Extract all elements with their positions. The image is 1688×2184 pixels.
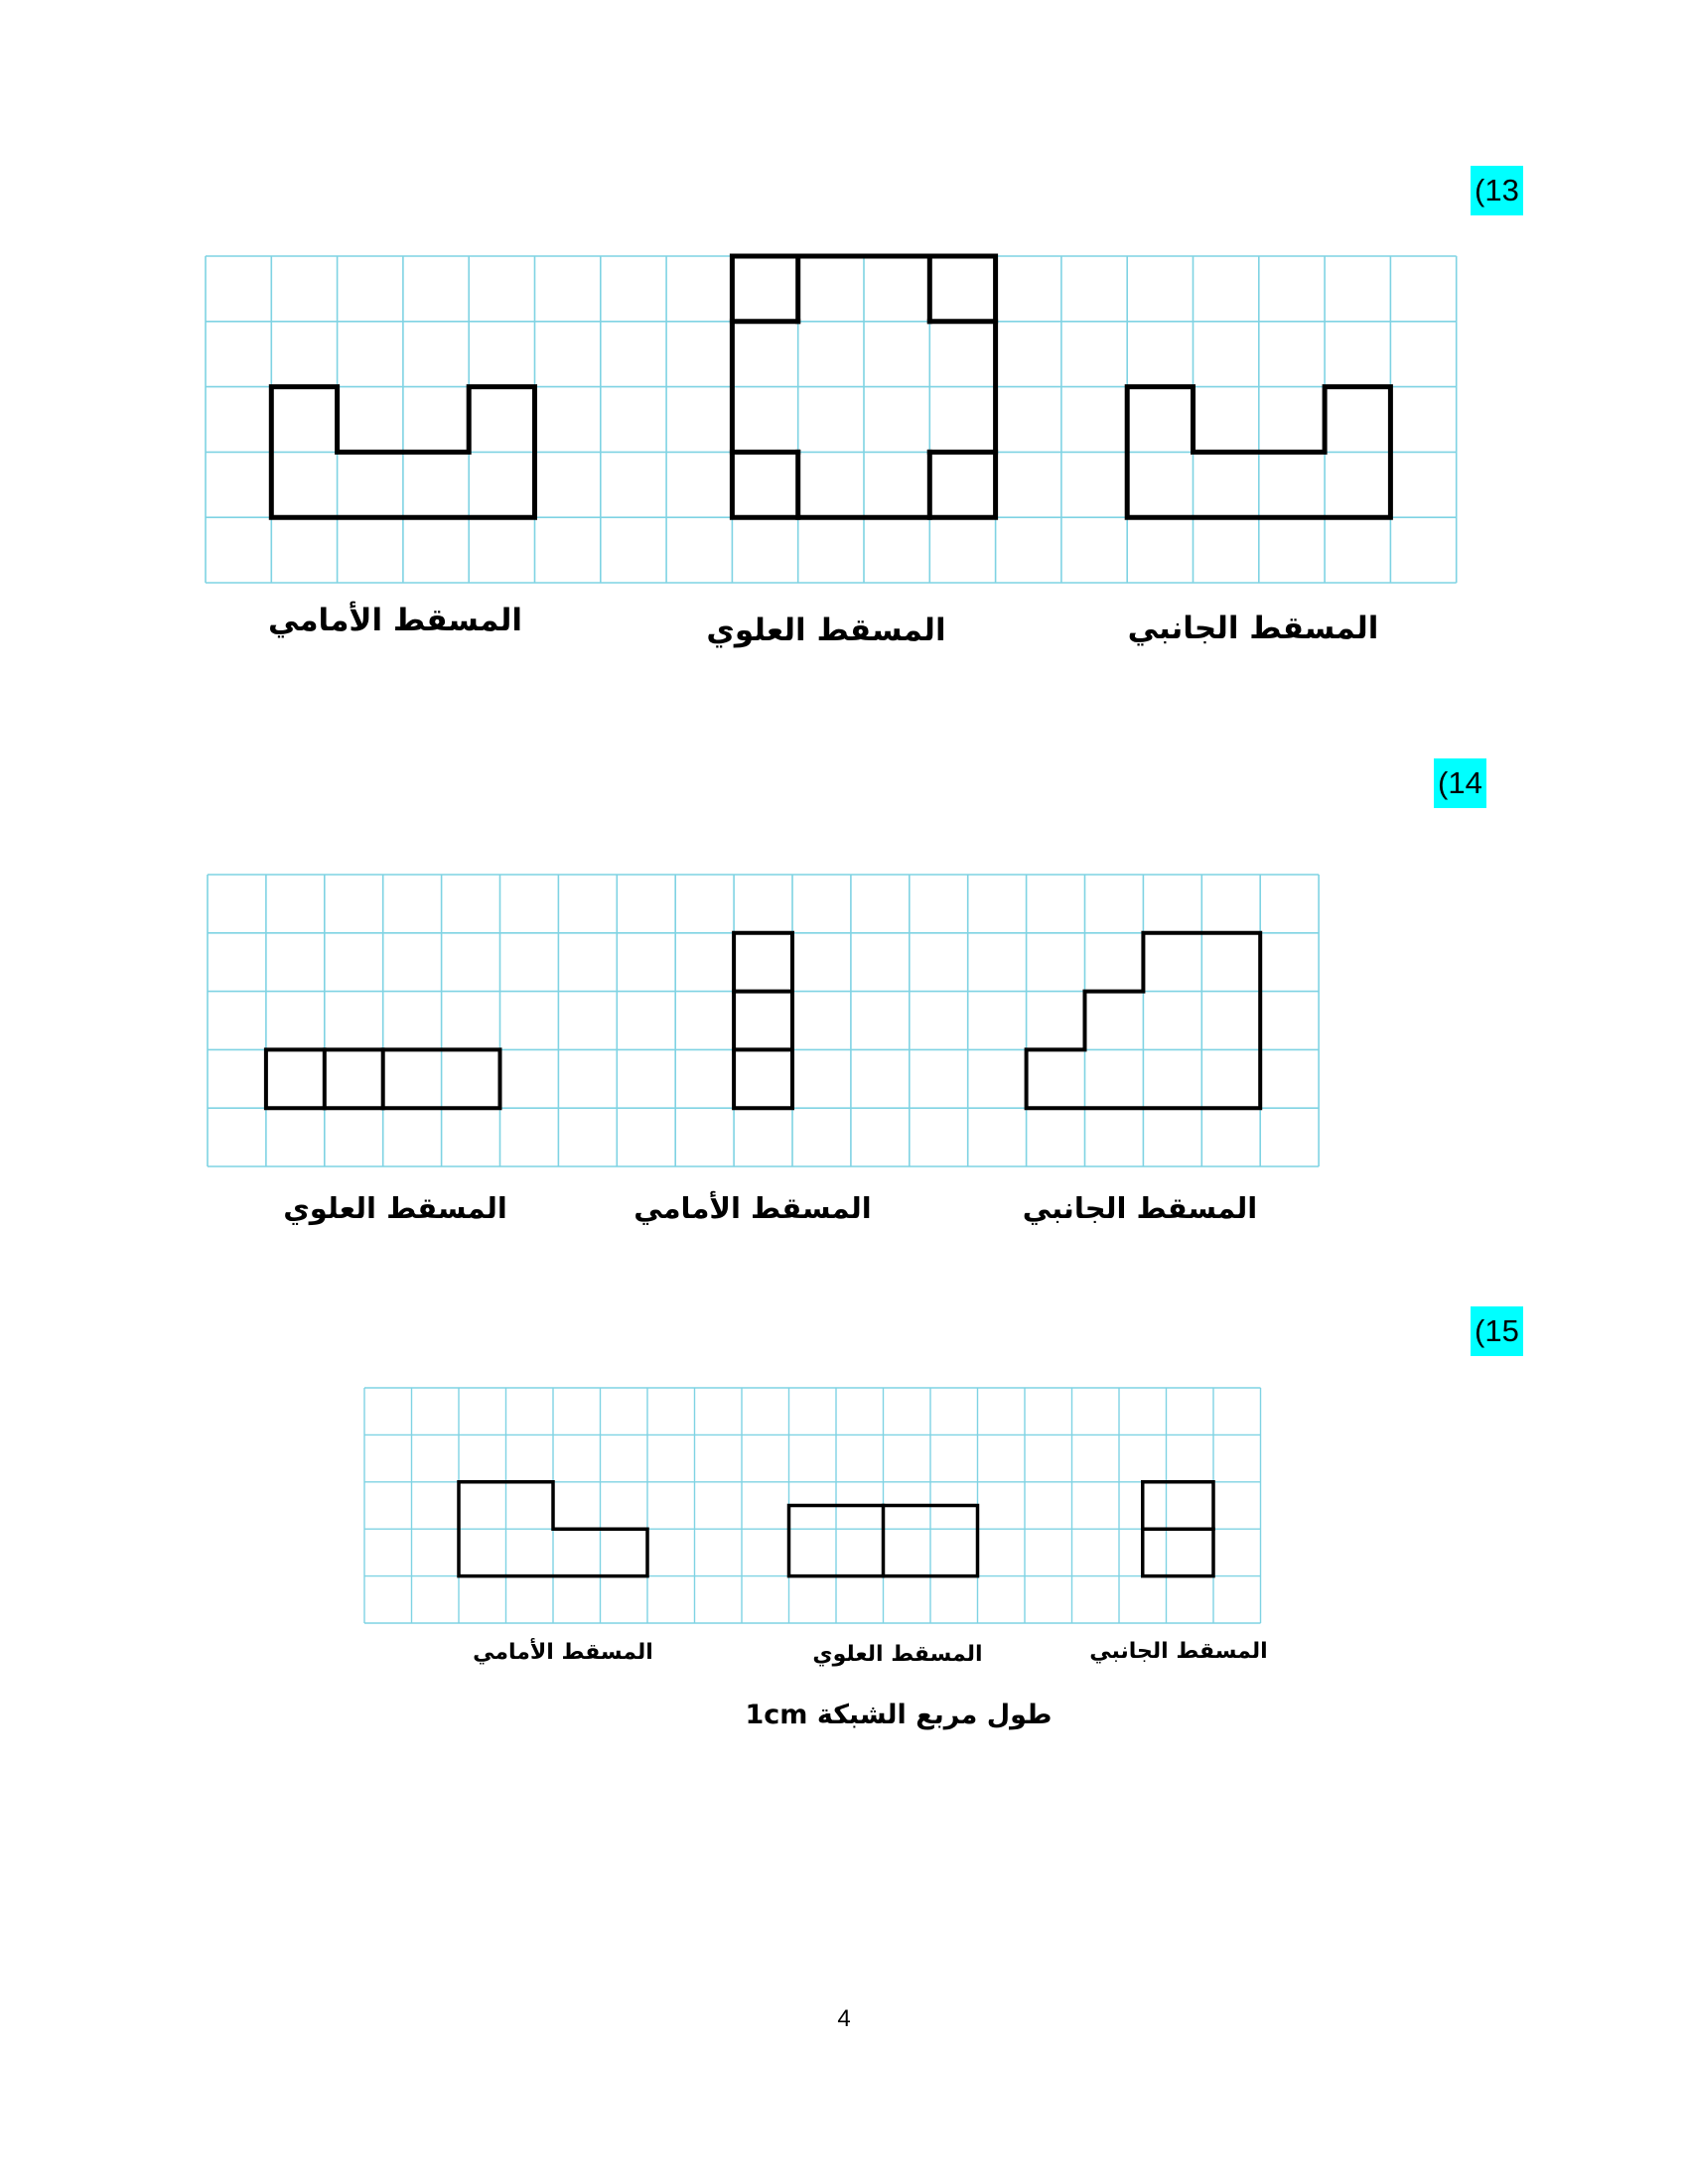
problem-14-number: (14 (1434, 758, 1486, 808)
problem-14-top-label: المسقط العلوي (283, 1191, 507, 1225)
problem-15-number: (15 (1471, 1306, 1523, 1356)
problem-15-top-label: المسقط العلوي (812, 1642, 983, 1667)
problem-13-front-label: المسقط الأمامي (268, 603, 522, 638)
problem-13-number: (13 (1471, 166, 1523, 215)
problem-15-side-label: المسقط الجانبي (1089, 1639, 1268, 1664)
top-view-shape (789, 1506, 978, 1576)
problem-14-front-label: المسقط الأمامي (633, 1191, 872, 1225)
side-view-shape (1143, 1482, 1213, 1576)
problem-15-front-label: المسقط الأمامي (473, 1640, 653, 1665)
problem-13-top-label: المسقط العلوي (706, 613, 946, 648)
problem-14-side-label: المسقط الجانبي (1022, 1191, 1258, 1225)
grid-square-note: طول مربع الشبكة 1cm (745, 1700, 1053, 1730)
problem-13-side-label: المسقط الجانبي (1127, 611, 1379, 646)
page-number: 4 (837, 2005, 851, 2032)
